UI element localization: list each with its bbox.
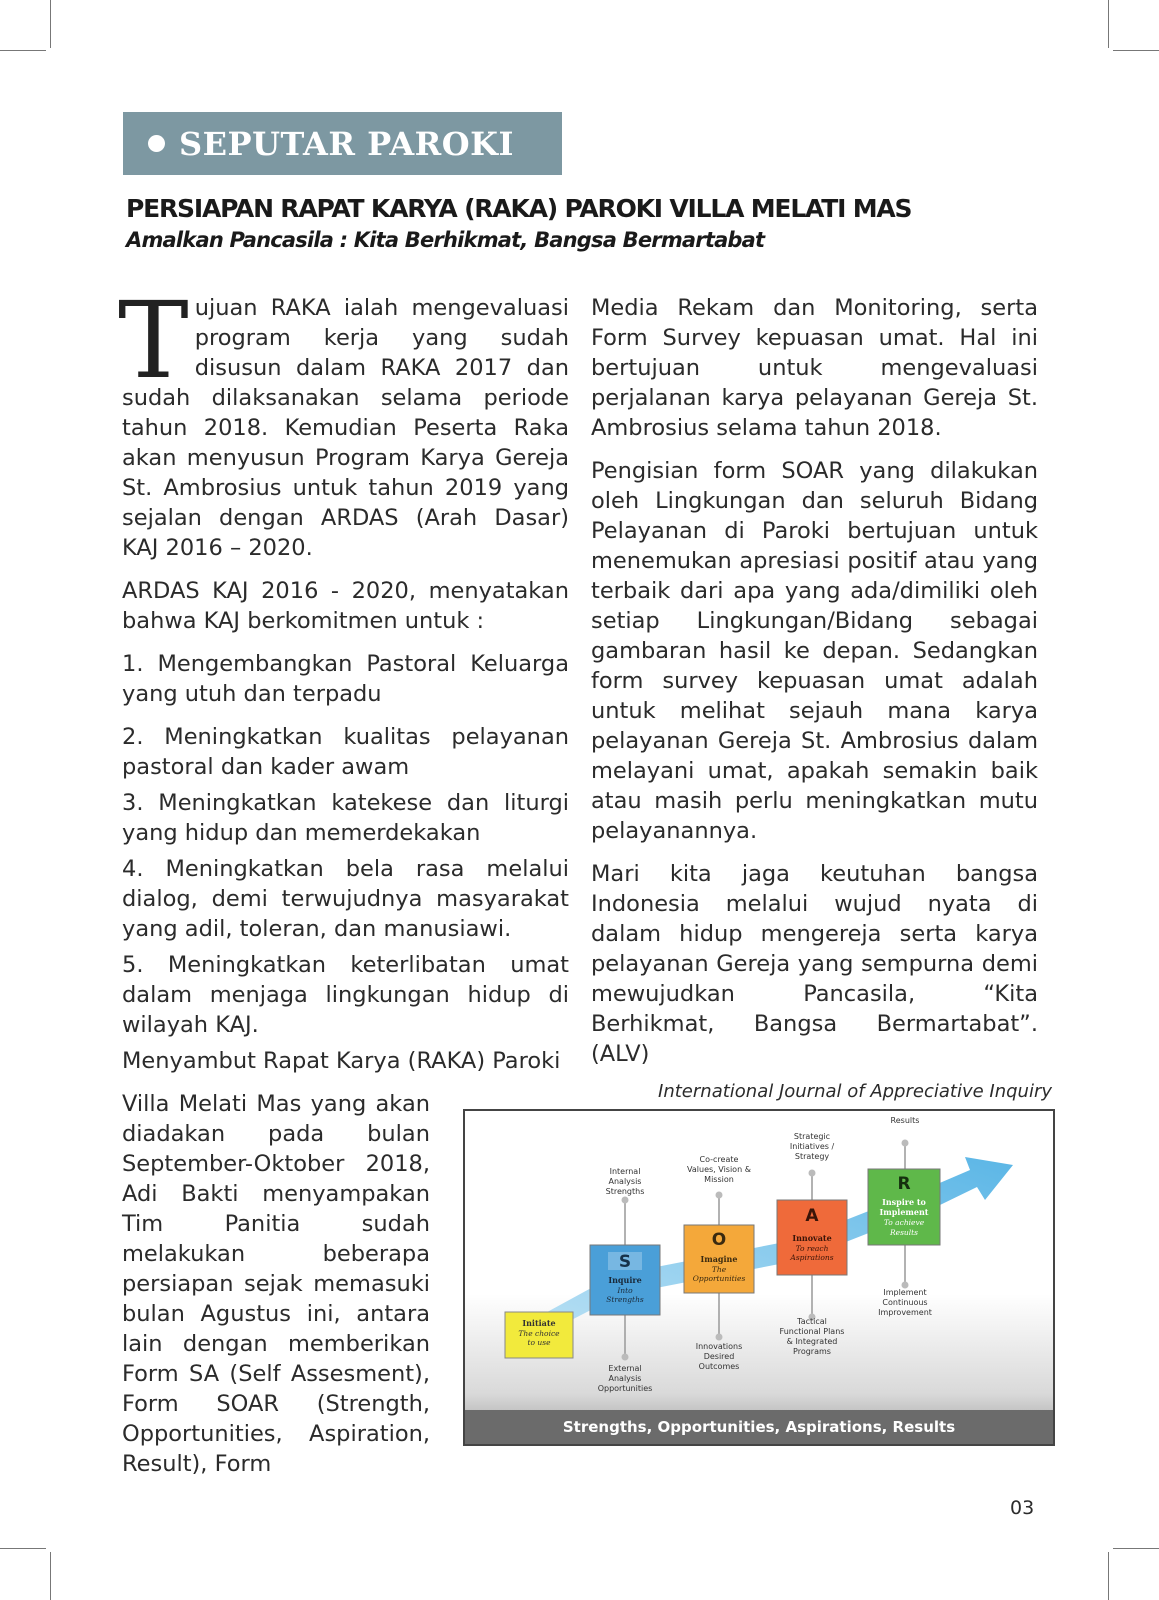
left-column: [118, 279, 569, 1089]
soar-letter: S: [618, 1252, 632, 1272]
diagram-label: Strategy: [794, 1152, 830, 1161]
soar-box-line: Results: [889, 1228, 919, 1237]
diagram-label: Values, Vision &: [687, 1165, 751, 1174]
initiate-line: The choice: [518, 1329, 560, 1338]
section-label: SEPUTAR PAROKI: [179, 124, 514, 163]
intro-paragraph: [118, 279, 569, 563]
diagram-label: Functional Plans: [779, 1327, 845, 1336]
soar-letter: O: [711, 1230, 727, 1250]
diagram-label: Programs: [793, 1347, 831, 1356]
initiate-line: to use: [527, 1338, 551, 1347]
commitment-item: 2. Meningkatkan kualitas pelayanan pastoral dan kader awam: [122, 724, 569, 780]
section-header: [123, 112, 562, 175]
intro-text: ujuan RAKA ialah mengevaluasi program kerja yang sudah disusun dalam RAKA 2017 dan sudah dilaksanakan selama periode tahun 2018. Kemudian Peserta Raka akan menyusun Program Karya Gereja St. Ambrosius untuk tahun 2019 yang sejalan dengan ARDAS (Arah Dasar) KAJ 2016 – 2020.: [122, 295, 569, 561]
paragraph: Media Rekam dan Monitoring, serta Form Survey kepuasan umat. Hal ini bertujuan untuk mengevaluasi perjalanan karya pelayanan Gereja St. Ambrosius selama tahun 2018.: [591, 295, 1038, 441]
soar-box-line: To reach: [795, 1244, 829, 1253]
crop-mark: [1108, 0, 1109, 48]
soar-box-line: Opportunities: [692, 1274, 746, 1283]
article-subtitle: Amalkan Pancasila : Kita Berhikmat, Bangsa Bermartabat: [126, 228, 765, 252]
page-number: 03: [1010, 1497, 1035, 1519]
commitment-item: 4. Meningkatkan bela rasa melalui dialog, demi terwujudnya masyarakat yang adil, toleran, dan manusiawi.: [122, 856, 569, 942]
commitment-item: 3. Meningkatkan katekese dan liturgi yang hidup dan memerdekakan: [122, 790, 569, 846]
crop-mark: [0, 1548, 46, 1549]
soar-box-title: Implement: [879, 1207, 929, 1217]
crop-mark: [50, 0, 51, 48]
diagram-label: Analysis: [608, 1177, 642, 1186]
drop-cap: T: [118, 279, 189, 402]
article-title: PERSIAPAN RAPAT KARYA (RAKA) PAROKI VILLA MELATI MAS: [126, 194, 912, 223]
commitment-item: 1. Mengembangkan Pastoral Keluarga yang utuh dan terpadu: [122, 651, 569, 707]
figure-source-caption: International Journal of Appreciative Inquiry: [658, 1081, 1052, 1102]
menyambut-line: Menyambut Rapat Karya (RAKA) Paroki: [122, 1048, 561, 1074]
menyambut-paragraph: Villa Melati Mas yang akan diadakan pada bulan September-Oktober 2018, Adi Bakti menyampakan Tim Panitia sudah melakukan beberapa persiapan sejak memasuki bulan Agustus ini, antara lain dengan memberikan Form SA (Self Assesment), Form SOAR (Strength, Opportunities, Aspiration, Result), Form: [122, 1091, 430, 1477]
diagram-label: Desired: [703, 1352, 735, 1361]
bottom-left-column: [122, 1089, 430, 1492]
crop-mark: [1108, 1552, 1109, 1600]
diagram-label: Internal: [609, 1167, 641, 1176]
soar-box-line: Aspirations: [790, 1253, 834, 1262]
diagram-label: Strengths: [605, 1187, 645, 1196]
diagram-label: Tactical: [797, 1317, 827, 1326]
crop-mark: [0, 50, 46, 51]
soar-box-line: To achieve: [883, 1218, 925, 1227]
ardas-intro: ARDAS KAJ 2016 - 2020, menyatakan bahwa KAJ berkomitmen untuk :: [122, 578, 569, 634]
soar-box-title: Inspire to: [882, 1197, 926, 1207]
right-column: [591, 293, 1038, 1082]
soar-letter: R: [897, 1174, 911, 1194]
crop-mark: [50, 1552, 51, 1600]
crop-mark: [1113, 1548, 1159, 1549]
soar-diagram: [465, 1111, 1053, 1411]
diagram-label: & Integrated: [786, 1337, 838, 1346]
initiate-title: Initiate: [522, 1318, 556, 1328]
diagram-label: External: [608, 1364, 642, 1373]
diagram-label: Mission: [704, 1175, 734, 1184]
diagram-label: Results: [890, 1116, 920, 1125]
diagram-label: Outcomes: [698, 1362, 740, 1371]
paragraph: Pengisian form SOAR yang dilakukan oleh Lingkungan dan seluruh Bidang Pelayanan di Paroki bertujuan untuk menemukan apresiasi positif atau yang terbaik dari apa yang ada/dimiliki oleh setiap Lingkungan/Bidang sebagai gambaran hasil ke depan. Sedangkan form survey kepuasan umat adalah untuk melihat sejauh mana karya pelayanan Gereja St. Ambrosius dalam melayani umat, apakah semakin baik atau masih perlu meningkatkan mutu pelayanannya.: [591, 458, 1038, 844]
soar-figure: [463, 1109, 1055, 1446]
diagram-label: Continuous: [882, 1298, 928, 1307]
soar-box-line: Strengths: [606, 1295, 644, 1304]
soar-box-line: The: [711, 1265, 727, 1274]
soar-box-title: Innovate: [792, 1233, 832, 1243]
crop-mark: [1113, 50, 1159, 51]
diagram-label: Initiatives /: [789, 1142, 835, 1151]
diagram-label: Implement: [883, 1288, 927, 1297]
diagram-label: Co-create: [699, 1155, 739, 1164]
commitment-item: 5. Meningkatkan keterlibatan umat dalam menjaga lingkungan hidup di wilayah KAJ.: [122, 952, 569, 1038]
soar-box-line: Into: [617, 1286, 633, 1295]
soar-letter: A: [805, 1206, 819, 1226]
bullet-icon: [148, 135, 165, 152]
diagram-label: Innovations: [695, 1342, 743, 1351]
diagram-label: Strategic: [793, 1132, 831, 1141]
paragraph: Mari kita jaga keutuhan bangsa Indonesia melalui wujud nyata di dalam hidup mengereja serta karya pelayanan Gereja yang sempurna demi mewujudkan Pancasila, “Kita Berhikmat, Bangsa Bermartabat”. (ALV): [591, 861, 1038, 1067]
diagram-label: Improvement: [878, 1308, 932, 1317]
soar-box-title: Inquire: [608, 1275, 642, 1285]
diagram-label: Opportunities: [597, 1384, 653, 1393]
soar-box-title: Imagine: [700, 1254, 738, 1264]
diagram-label: Analysis: [608, 1374, 642, 1383]
figure-footer: Strengths, Opportunities, Aspirations, Results: [465, 1410, 1053, 1444]
